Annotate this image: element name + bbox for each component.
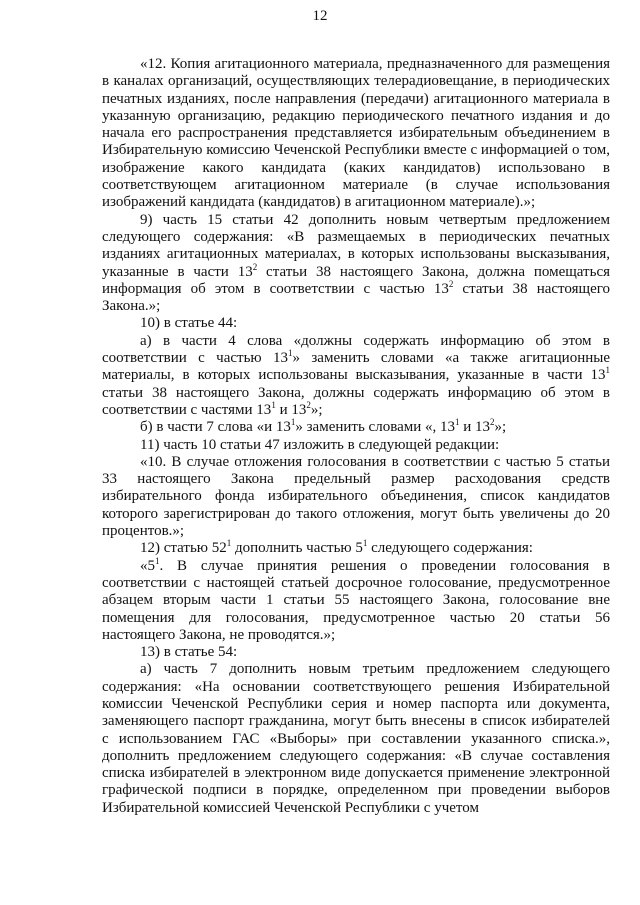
paragraph-8: 12) статью $52^1$ дополнить частью $5^1$ следующего содержания: [140, 538, 533, 557]
paragraph-4: а) в части 4 слова «должны содержать информацию об этом в соответствии с частью $13^1$» заменить словами «а также агитационные материалы, в которых использованы высказывания, указанные в части $13^1$ статьи 38 настоящего Закона, должны содержать информацию об этом в соответствии с частями $13^1$ и $13^2$»; [102, 332, 610, 418]
paragraph-3: 10) в статье 44: [140, 315, 238, 332]
paragraph-10: 13) в статье 54: [140, 644, 238, 661]
paragraph-9: «$5^1$. В случае принятия решения о проведении голосования в соответствии с настоящей статьей досрочное голосование, предусмотренное абзацем вторым части 1 статьи 55 настоящего Закона, голосование вне помещения для голосования, предусмотренное частью 20 статьи 56 настоящего Закона, не проводятся.»; [102, 555, 610, 643]
paragraph-2: 9) часть 15 статьи 42 дополнить новым четвертым предложением следующего содержания: «В размещаемых в периодических печатных изданиях агитационных материалах, в которых использованы высказывания, указанные в части $13^2$ статьи 38 настоящего Закона, должна помещаться информация об этом в соответствии с частью $13^2$ статьи 38 настоящего Закона.»; [102, 211, 611, 315]
paragraph-5: б) в части 7 слова «и $13^1$» заменить словами «, $13^1$ и $13^2$»; [140, 417, 507, 436]
paragraph-7: «10. В случае отложения голосования в соответствии с частью 5 статьи 33 настоящего Закона предельный размер расходования средств избирательного фонда избирательного объединения, список кандидатов которого зарегистрирован до такого отложения, могут быть увеличены до 20 процентов.»; [102, 453, 610, 540]
page-number: 12 [312, 8, 328, 24]
paragraph-11: а) часть 7 дополнить новым третьим предложением следующего содержания: «На основании соответствующего решения Избирательной комиссии Чеченской Республики серия и номер паспорта или документа, заменяющего паспорт гражданина, могут быть внесены в список избирателей с использованием ГАС «Выборы» при составлении указанного списка.», дополнить предложением следующего содержания: «В случае составления списка избирателей в электронном виде допускается применение электронной графической подписи в порядке, определенном при проведении выборов Избирательной комиссией Чеченской Республики с учетом [102, 661, 610, 816]
paragraph-6: 11) часть 10 статьи 47 изложить в следующей редакции: [140, 436, 500, 453]
document-body [102, 56, 610, 817]
paragraph-1: «12. Копия агитационного материала, предназначенного для размещения в каналах организаций, осуществляющих телерадиовещание, в периодических печатных изданиях, после направления (передачи) агитационного материала в указанную организацию, редакцию периодического печатного издания и до начала его распространения представляется избирательным объединением в Избирательную комиссию Чеченской Республики вместе с информацией о том, изображение какого кандидата (каких кандидатов) использовано в соответствующем агитационном материале (в случае использования изображений кандидата (кандидатов) в агитационном материале).»; [102, 56, 611, 211]
